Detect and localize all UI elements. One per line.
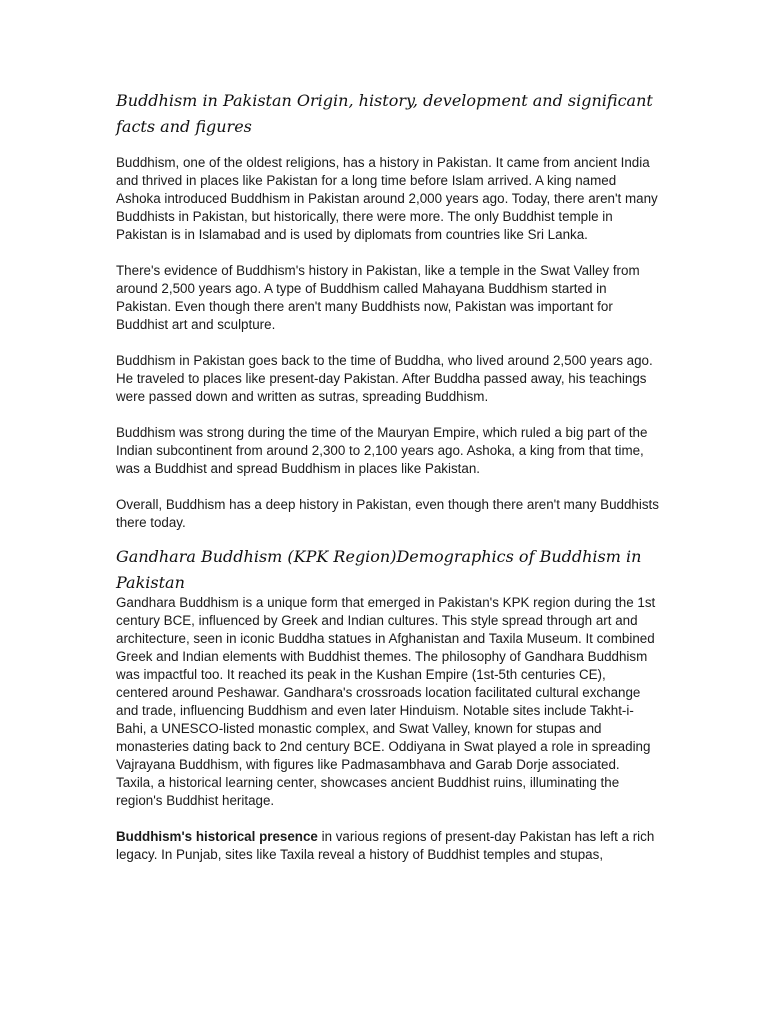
historical-presence-paragraph	[116, 828, 661, 864]
paragraph-body-text: in various regions of present-day Pakistan has left a rich legacy. In Punjab, sites like Taxila reveal a history of Buddhist temples and stupas,	[116, 829, 655, 862]
document-title: Buddhism in Pakistan Origin, history, development and significant facts and figures	[116, 91, 653, 136]
intro-paragraph-4: Buddhism was strong during the time of the Mauryan Empire, which ruled a big part of the Indian subcontinent from around 2,300 to 2,100 years ago. Ashoka, a king from that time, was a Buddhist and spread Buddhism in places like Pakistan.	[116, 425, 648, 476]
document-page	[116, 86, 661, 864]
gandhara-paragraph: Gandhara Buddhism is a unique form that emerged in Pakistan's KPK region during the 1st century BCE, influenced by Greek and Indian cultures. This style spread through art and architecture, seen in iconic Buddha statues in Afghanistan and Taxila Museum. It combined Greek and Indian elements with Buddhist themes. The philosophy of Gandhara Buddhism was impactful too. It reached its peak in the Kushan Empire (1st-5th centuries CE), centered around Peshawar. Gandhara's crossroads location facilitated cultural exchange and trade, influencing Buddhism and even later Hinduism. Notable sites include Takht-i-Bahi, a UNESCO-listed monastic complex, and Swat Valley, known for stupas and monasteries dating back to 2nd century BCE. Oddiyana in Swat played a role in spreading Vajrayana Buddhism, with figures like Padmasambhava and Garab Dorje associated. Taxila, a historical learning center, showcases ancient Buddhist ruins, illuminating the region's Buddhist heritage.	[116, 595, 656, 808]
intro-paragraph-1: Buddhism, one of the oldest religions, has a history in Pakistan. It came from ancient India and thrived in places like Pakistan for a long time before Islam arrived. A king named Ashoka introduced Buddhism in Pakistan around 2,000 years ago. Today, there aren't many Buddhists in Pakistan, but historically, there were more. The only Buddhist temple in Pakistan is in Islamabad and is used by diplomats from countries like Sri Lanka.	[116, 155, 658, 242]
section-heading-gandhara: Gandhara Buddhism (KPK Region)Demographics of Buddhism in Pakistan	[116, 547, 642, 592]
bold-lead-text: Buddhism's historical presence	[116, 829, 318, 844]
intro-paragraph-2: There's evidence of Buddhism's history in Pakistan, like a temple in the Swat Valley from around 2,500 years ago. A type of Buddhism called Mahayana Buddhism started in Pakistan. Even though there aren't many Buddhists now, Pakistan was important for Buddhist art and sculpture.	[116, 263, 640, 332]
intro-paragraph-5: Overall, Buddhism has a deep history in Pakistan, even though there aren't many Buddhists there today.	[116, 497, 659, 530]
intro-paragraph-3: Buddhism in Pakistan goes back to the time of Buddha, who lived around 2,500 years ago. He traveled to places like present-day Pakistan. After Buddha passed away, his teachings were passed down and written as sutras, spreading Buddhism.	[116, 353, 653, 404]
